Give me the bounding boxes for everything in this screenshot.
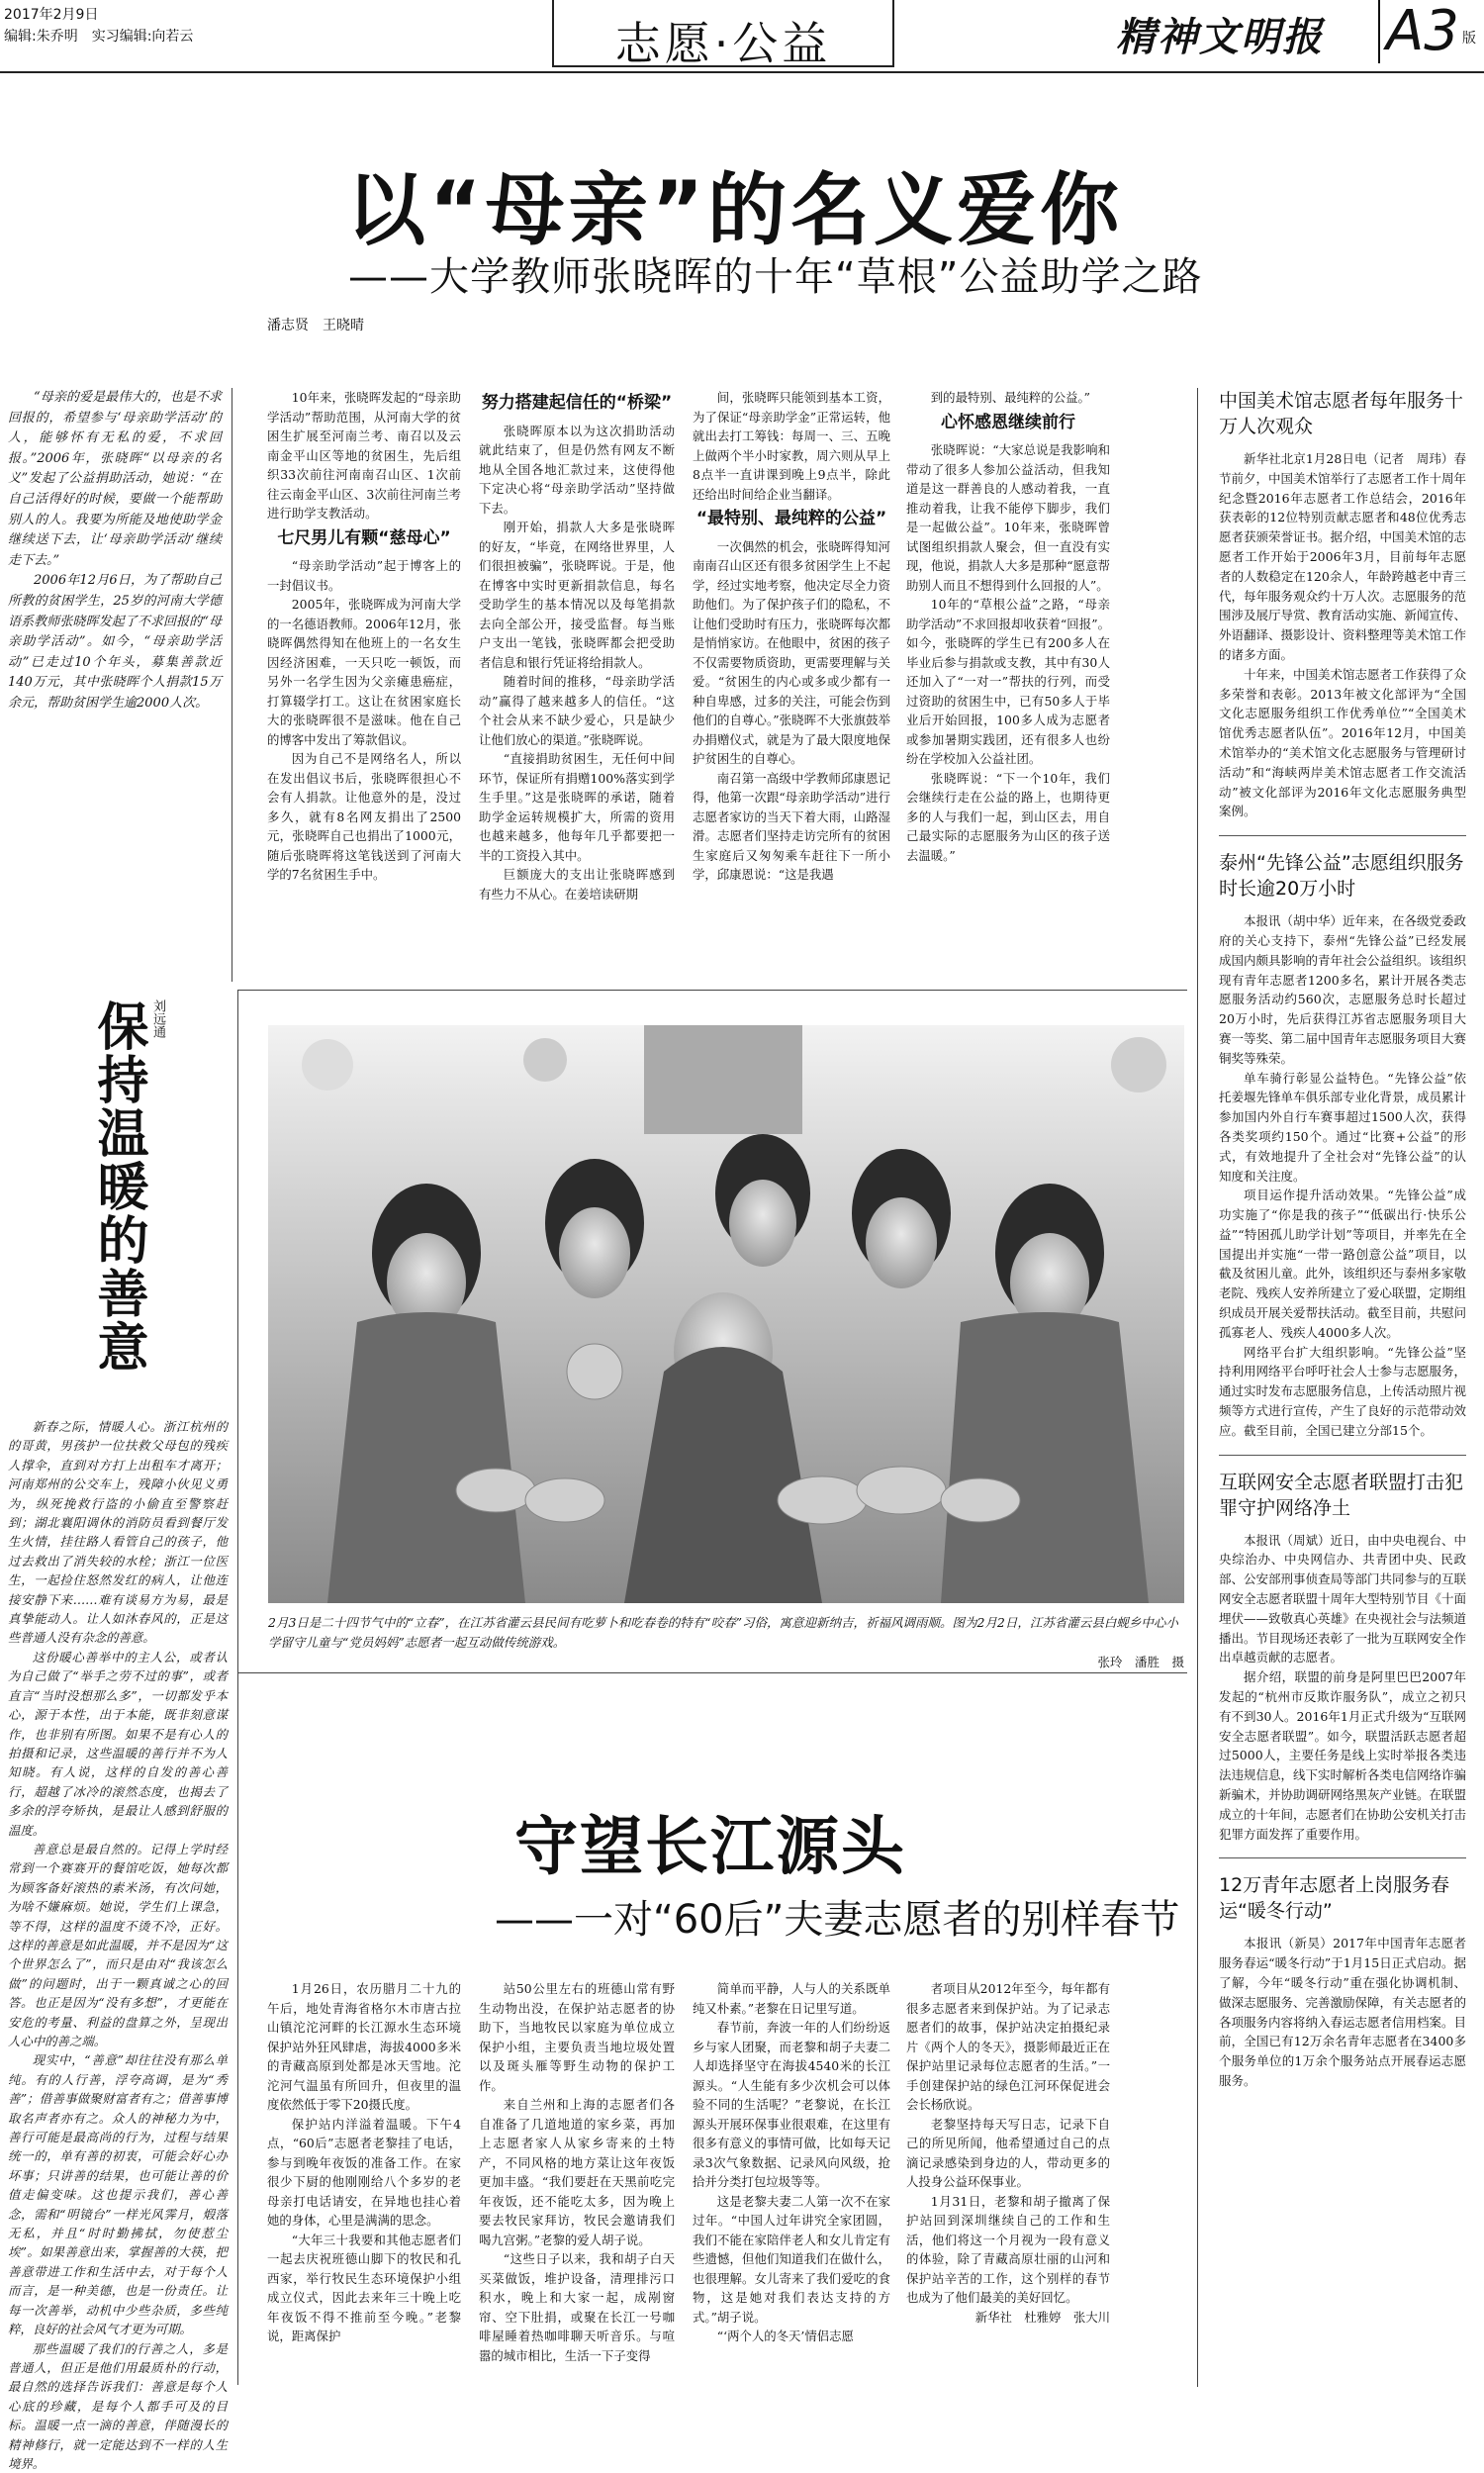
story2-column-3 — [693, 1979, 890, 2346]
paragraph: 十年来，中国美术馆志愿者工作获得了众多荣誉和表彰。2013年被文化部评为“全国文化志愿服务组织工作优秀单位”“全国美术馆优秀志愿者队伍”。2016年12月，中国美术馆举办的“美术馆文化志愿服务与管理研讨活动”和“海峡两岸美术馆志愿者工作交流活动”被文化部评为2016年文化志愿服务典型案例。 — [1219, 665, 1466, 821]
sidebar-headline: 泰州“先锋公益”志愿组织服务时长逾20万小时 — [1219, 850, 1466, 902]
story2-headline: 守望长江源头 — [514, 1796, 906, 1887]
paragraph: 简单而平静，人与人的关系既单纯又朴素。”老黎在日记里写道。 — [693, 1979, 890, 2018]
sidebar-body — [1219, 911, 1466, 1441]
lead-crosshead-1: 七尺男儿有颗“慈母心” — [267, 529, 461, 549]
news-photo — [268, 1025, 1184, 1603]
sidebar-divider — [1219, 1857, 1466, 1858]
paragraph: 据介绍，联盟的前身是阿里巴巴2007年发起的“杭州市反欺诈服务队”，成立之初只有不到30人。2016年1月正式升级为“互联网安全志愿者联盟”。如今，联盟活跃志愿者超过5000人，主要任务是线上实时举报各类违法违规信息，线下实时解析各类电信网络诈骗新骗术，并协助调研网络黑灰产业链。在联盟成立的十年间，志愿者们在协助公安机关打击犯罪方面发挥了重要作用。 — [1219, 1667, 1466, 1844]
caption-text: 2月3日是二十四节气中的“立春”，在江苏省灌云县民间有吃萝卜和吃春卷的特有“咬春”习俗，寓意迎新纳吉，祈福风调雨顺。图为2月2日，江苏省灌云县白蚬乡中心小学留守儿童与“党员妈妈”志愿者一起互动做传统游戏。 — [268, 1615, 1178, 1650]
paragraph: 1月31日，老黎和胡子撤离了保护站回到深圳继续自己的工作和生活，他们将这一个月视为一段有意义的体验，除了青藏高原壮丽的山河和保护站辛苦的工作，这个别样的春节也成为了他们最美的美好回忆。 — [906, 2192, 1110, 2308]
sidebar-body — [1219, 449, 1466, 821]
opinion-author: 刘远通 — [148, 999, 167, 1038]
paragraph: 张晓晖说：“大家总说是我影响和带动了很多人参加公益活动，但我知道是这一群善良的人感动着我，一直推动着我，让我不能停下脚步，我们是一起做公益”。10年来，张晓晖曾试图组织捐款人聚会，但一直没有实现，他说，捐款人大多是那种“愿意帮助别人而且不想得到什么回报的人”。 — [906, 440, 1110, 595]
paragraph: 本报讯（胡中华）近年来，在各级党委政府的关心支持下，泰州“先锋公益”已经发展成国内颇具影响的青年社会公益组织。该组织现有青年志愿者1200多名，累计开展各类志愿服务活动约560次，志愿服务总时长超过20万小时，先后获得江苏省志愿服务项目大赛一等奖、第二届中国青年志愿服务项目大赛铜奖等殊荣。 — [1219, 911, 1466, 1068]
paragraph: 一次偶然的机会，张晓晖得知河南南召山区还有很多贫困学生上不起学，经过实地考察，他决定尽全力资助他们。为了保护孩子们的隐私，不让他们受助时有压力，张晓晖每次都是悄悄家访。在他眼中，贫困的孩子不仅需要物质资助，更需要理解与关爱。“贫困生的内心或多或少都有一种自卑感，过多的关注，可能会伤到他们的自尊心。”张晓晖不大张旗鼓举办捐赠仪式，就是为了最大限度地保护贫困生的自尊心。 — [693, 537, 890, 769]
photo-credit: 张玲 潘胜 摄 — [268, 1653, 1184, 1672]
sidebar-divider — [1197, 388, 1198, 2387]
lead-column-4 — [693, 388, 890, 885]
page-number-suffix: 版 — [1462, 28, 1476, 48]
paragraph: 现实中，“善意”却往往没有那么单纯。有的人行善，浮夸高调，是为“秀善”；借善事做聚财富者有之；借善事博取名声者亦有之。众人的神秘力为中，善行可能是最高尚的行为，过程与结果统一的，单有善的初衷，可能会好心办坏事；只讲善的结果，也可能让善的价值走偏变味。这也提示我们，善心善念，需和“明镜台”一样光风霁月，煅落无私，并且“时时勤拂拭，勿使惹尘埃”。如果善意出来，掌握善的大筷，把善意带进工作和生活中去，对于每个人而言，是一种美德，也是一份责任。让每一次善举，动机中少些杂质，多些纯粹，良好的社会风气才更为可期。 — [8, 2050, 228, 2338]
paragraph: 到的最特别、最纯粹的公益。” — [906, 388, 1110, 408]
sidebar-item — [1219, 1470, 1466, 1845]
story2-column-1 — [267, 1979, 461, 2346]
sidebar-headline: 中国美术馆志愿者每年服务十万人次观众 — [1219, 388, 1466, 439]
paragraph: 随着时间的推移，“母亲助学活动”赢得了越来越多人的信任。“这个社会从来不缺少爱心，只是缺少让他们放心的渠道。”张晓晖说。 — [479, 672, 675, 749]
paragraph: 新华社北京1月28日电（记者 周玮）春节前夕，中国美术馆举行了志愿者工作十周年纪念暨2016年志愿者工作总结会，2016年获表彰的12位特别贡献志愿者和48位优秀志愿者获颁荣誉证书。据介绍，中国美术馆的志愿者工作开始于2006年3月，目前每年志愿者的人数稳定在120余人，年龄跨越老中青三代，每年服务观众约十万人次。志愿服务的范围涉及展厅导赏、教育活动实施、新闻宣传、外语翻译、摄影设计、资料整理等美术馆工作的诸多方面。 — [1219, 449, 1466, 665]
paragraph: 本报讯（新昊）2017年中国青年志愿者服务春运“暖冬行动”于1月15日正式启动。据了解，今年“暖冬行动”重在强化协调机制、做深志愿服务、完善激励保障，有关志愿者的各项服务内容将纳入春运志愿者信用档案。目前，全国已有12万余名青年志愿者在3400多个服务单位的1万余个服务站点开展春运志愿服务。 — [1219, 1934, 1466, 2090]
paragraph: 者项目从2012年至今，每年都有很多志愿者来到保护站。为了记录志愿者们的故事，保护站决定拍摄纪录片《两个人的冬天》，摄影师最近正在保护站里记录每位志愿者的生活。”一手创建保护站的绿色江河环保促进会会长杨欣说。 — [906, 1979, 1110, 2115]
paragraph: 10年的“草根公益”之路，“母亲助学活动”不求回报却收获着“回报”。如今，张晓晖的学生已有200多人在毕业后参与捐款或支教，其中有30人还加入了“一对一”帮扶的行列，而受过资助的贫困生中，已有50多人于毕业后开始回报，100多人成为志愿者或参加暑期实践团，还有很多人也纷纷在学校加入公益社团。 — [906, 595, 1110, 769]
sidebar-body — [1219, 1531, 1466, 1845]
paragraph: 张晓晖原本以为这次捐助活动就此结束了，但是仍然有网友不断地从全国各地汇款过来，这使得他下定决心将“母亲助学活动”坚持做下去。 — [479, 422, 675, 519]
sidebar-item — [1219, 388, 1466, 821]
paragraph: 因为自己不是网络名人，所以在发出倡议书后，张晓晖很担心不会有人捐款。让他意外的是，没过多久，就有8名网友捐出了2500元，张晓晖自己也捐出了1000元，随后张晓晖将这笔钱送到了河南大学的7名贫困生手中。 — [267, 749, 461, 885]
paragraph: 春节前，奔波一年的人们纷纷返乡与家人团聚，而老黎和胡子夫妻二人却选择坚守在海拔4540米的长江源头。“人生能有多少次机会可以体验不同的生活呢？”老黎说，在长江源头开展环保事业很艰难，在这里有很多有意义的事情可做，比如每天记录3次气象数据、记录风向风级，抢拾并分类打包垃圾等等。 — [693, 2018, 890, 2192]
story2-column-4 — [906, 1979, 1110, 2327]
sidebar-divider — [1219, 1455, 1466, 1456]
sidebar-item — [1219, 850, 1466, 1441]
section-rule — [237, 990, 1187, 991]
paragraph: “直接捐助贫困生，无任何中间环节，保证所有捐赠100%落实到学生手里。”这是张晓晖的承诺，随着助学金运转规模扩大，所需的资用也越来越多，他每年几乎都要把一半的工资投入其中。 — [479, 749, 675, 865]
lead-crosshead-2: 努力搭建起信任的“桥梁” — [479, 394, 675, 414]
paragraph: 2005年，张晓晖成为河南大学的一名德语教师。2006年12月，张晓晖偶然得知在他班上的一名女生因经济困难，一天只吃一顿饭，而另外一名学生因为父亲瘫患癌症，打算辍学打工。这让在贫困家庭长大的张晓晖很不是滋味。他在自己的博客中发出了筹款倡议。 — [267, 595, 461, 749]
sidebar-headline: 12万青年志愿者上岗服务春运“暖冬行动” — [1219, 1872, 1466, 1924]
paragraph: 善意总是最自然的。记得上学时经常到一个赛赛开的餐馆吃饭，她每次都为顾客备好滚热的素米汤，有次问她，为啥不嫌麻烦。她说，学生们上课急，等不得，这样的温度不烫不冷，正好。这样的善意是如此温暖，并不是因为“这个世界怎么了”，而只是由对“我该怎么做”的问题时，出于一颗真诚之心的回答。也正是因为“没有多想”，才更能在安危的考量、利益的盘算之外，呈现出人心中的善之端。 — [8, 1840, 228, 2050]
section-title: 志愿·公益 — [554, 8, 892, 73]
paragraph: 这是老黎夫妻二人第一次不在家过年。“中国人过年讲究全家团圆，我们不能在家陪伴老人和女儿肯定有些遗憾，但他们知道我们在做什么，也很理解。女儿寄来了我们爱吃的食物，这是她对我们表达支持的方式。”胡子说。 — [693, 2192, 890, 2328]
masthead-logo: 精神文明报 — [1116, 6, 1324, 62]
paragraph: 网络平台扩大组织影响。“先锋公益”坚持利用网络平台呼吁社会人士参与志愿服务，通过实时发布志愿服务信息，上传活动照片视频等方式进行宣传，产生了良好的示范带动效应。截至目前，全国已建立分部15个。 — [1219, 1343, 1466, 1441]
news-sidebar — [1219, 388, 1466, 2091]
paragraph: 保护站内洋溢着温暖。下午4点，“60后”志愿者老黎挂了电话，参与到晚年夜饭的准备工作。在家很少下厨的他刚刚给八个多岁的老母亲打电话请安，在异地也挂心着她的身体，心里是满满的思念。 — [267, 2115, 461, 2231]
lead-crosshead-3: “最特别、最纯粹的公益” — [693, 510, 890, 529]
opinion-body — [8, 1417, 228, 2473]
paragraph: 项目运作提升活动效果。“先锋公益”成功实施了“你是我的孩子”“低碳出行·快乐公益”“特困孤儿助学计划”等项目，并率先在全国提出并实施“一带一路创意公益”项目，以截及贫困儿童。此外，该组织还与泰州多家敬老院、残疾人安养所建立了爱心联盟，定期组织成员开展关爱帮扶活动。截至目前，共慰问孤寡老人、残疾人4000多人次。 — [1219, 1186, 1466, 1342]
lead-column-3 — [479, 388, 675, 904]
paragraph: 张晓晖说：“下一个10年，我们会继续行走在公益的路上，也期待更多的人与我们一起，到山区去，用自己最实际的志愿服务为山区的孩子送去温暖。” — [906, 769, 1110, 866]
sidebar-headline: 互联网安全志愿者联盟打击犯罪守护网络净土 — [1219, 1470, 1466, 1521]
intro-quote: “母亲的爱是最伟大的，也是不求回报的，希望参与‘母亲助学活动’的人，能够怀有无私的爱，不求回报。”2006年，张晓晖“以母亲的名义”发起了公益捐助活动，她说：“在自己活得好的时候，要做一个能帮助别人的人。我要为所能及地使助学金继续送下去，让‘母亲助学活动’继续走下去。” — [8, 388, 222, 571]
lead-column-2 — [267, 388, 461, 885]
paragraph: 1月26日，农历腊月二十九的午后，地处青海省格尔木市唐古拉山镇沱沱河畔的长江源水生态环境保护站外狂风肆虐，海拔4000多米的青藏高原到处都是冰天雪地。沱沱河气温虽有所回升，但夜里的温度依然低于零下20摄氏度。 — [267, 1979, 461, 2115]
paragraph: 站50公里左右的班德山常有野生动物出没，在保护站志愿者的协助下，当地牧民以家庭为单位成立保护小组，主要负责当地垃圾处置以及斑头雁等野生动物的保护工作。 — [479, 1979, 675, 2095]
paragraph: 新春之际，情暖人心。浙江杭州的的哥黄，男孩护一位扶救父母包的残疾人撑伞，直到对方打上出租车才离开；河南郑州的公交车上，残障小伙见义勇为，纵死挽救行盗的小偷直至警察赶到；湖北襄阳调休的消防员看到餐厅发生火情，挂往路人看管自己的孩子，他过去救出了消失较的水栓；浙江一位医生，一起捡住怒然发红的病人，让他连接安静下来……难有谈易方为易，最是真挚能动人。让人如沐春风的，正是这些普通人没有杂念的善意。 — [8, 1417, 228, 1648]
section-rule — [237, 1672, 1187, 1673]
paragraph: 老黎坚持每天写日志，记录下自己的所见所闻，他希望通过自己的点滴记录感染到身边的人，带动更多的人投身公益环保事业。 — [906, 2115, 1110, 2192]
sidebar-body — [1219, 1934, 1466, 2090]
paragraph: 那些温暖了我们的行善之人，多是普通人，但正是他们用最质朴的行动，最自然的选择告诉我们：善意是每个人心底的珍藏，是每个人都手可及的目标。温暖一点一滴的善意，伴随漫长的精神修行，就一定能达到不一样的人生境界。 — [8, 2339, 228, 2473]
lead-intro — [8, 388, 222, 714]
lead-headline: 以“母亲”的名义爱你 — [346, 146, 1123, 260]
paragraph: 间，张晓晖只能领到基本工资，为了保证“母亲助学金”正常运转，他就出去打工筹钱：每周一、三、五晚上做两个半小时家教，周六则从早上8点半一直讲课到晚上9点半，除此还给出时间给企业当翻译。 — [693, 388, 890, 504]
paragraph: 10年来，张晓晖发起的“母亲助学活动”帮助范围，从河南大学的贫困生扩展至河南兰考、南召以及云南金平山区等地的贫困生，先后组织33次前往河南南召山区、1次前往云南金平山区、3次前往河南兰考进行助学支教活动。 — [267, 388, 461, 523]
paragraph: 巨额庞大的支出让张晓晖感到有些力不从心。在姜培读研期 — [479, 865, 675, 904]
sidebar-item — [1219, 1872, 1466, 2090]
paragraph: 本报讯（周斌）近日，由中央电视台、中央综治办、中央网信办、共青团中央、民政部、公安部刑事侦查局等部门共同参与的互联网安全志愿者联盟十周年大型特别节目《十面埋伏——致敬真心英雄》在央视社会与法频道播出。节目现场还表彰了一批为互联网安全作出卓越贡献的志愿者。 — [1219, 1531, 1466, 1668]
paragraph: 单车骑行彰显公益特色。“先锋公益”依托姜堰先锋单车俱乐部专业化背景，成员累计参加国内外自行车赛事超过1500人次，获得各类奖项约150个。通过“比赛+公益”的形式，有效地提升了全社会对“先锋公益”的认知度和关注度。 — [1219, 1069, 1466, 1187]
paragraph: “大年三十我要和其他志愿者们一起去庆祝班德山脚下的牧民和孔西家，举行牧民生态环境保护小组成立仪式，因此去来年三十晚上吃年夜饭不得不推前至今晚。”老黎说，距离保护 — [267, 2231, 461, 2346]
paragraph: “这些日子以来，我和胡子白天买菜做饭，堆护设备，清理排污口积水，晚上和大家一起，成剐窗帘、空下肚捐，或聚在长江一号咖啡屋睡着热咖啡聊天听音乐。与喧嚣的城市相比，生活一下子变得 — [479, 2249, 675, 2365]
photo-illustration — [268, 1025, 1184, 1603]
lead-column-5 — [906, 388, 1110, 865]
paragraph: 来自兰州和上海的志愿者们各自准备了几道地道的家乡菜，再加上志愿者家人从家乡寄来的土特产，不同风格的地方菜让这年夜饭更加丰盛。“我们要赶在天黑前吃完年夜饭，还不能吃太多，因为晚上要去牧民家拜访，牧民会邀请我们喝九宫粥。”老黎的爱人胡子说。 — [479, 2095, 675, 2249]
story2-column-2 — [479, 1979, 675, 2365]
section-tab — [552, 0, 894, 67]
editor-line: 编辑:朱乔明 实习编辑:向若云 — [4, 26, 193, 48]
paragraph: 南召第一高级中学教师邱康恩记得，他第一次跟“母亲助学活动”进行志愿者家访的当天下着大雨，山路湿滑。志愿者们坚持走访完所有的贫困生家庭后又匆匆乘车赶往下一所小学，邱康恩说：“这是我遇 — [693, 769, 890, 885]
intro-summary: 2006年12月6日，为了帮助自己所教的贫困学生，25岁的河南大学德语系教师张晓晖发起了不求回报的“母亲助学活动”。如今，“母亲助学活动”已走过10个年头，募集善款近140万元，其中张晓晖个人捐款15万余元，帮助贫困学生逾2000人次。 — [8, 571, 222, 713]
paragraph: 这份暖心善举中的主人公，或者认为自己做了“举手之劳不过的事”，或者直言“当时没想那么多”，一切都发乎本心，源于本性，出于本能，既非刻意谋作，也非别有所图。如果不是有心人的拍摄和记录，这些温暖的善行并不为人知晓。有人说，这样的自发的善心善行，超越了冰冷的滚然态度，也揭去了多余的浮夸矫执，是最让人感到舒服的温度。 — [8, 1648, 228, 1840]
paragraph: “‘两个人的冬天’情侣志愿 — [693, 2327, 890, 2346]
lead-subheadline: ——大学教师张晓晖的十年“草根”公益助学之路 — [348, 245, 1202, 302]
sidebar-divider — [1219, 835, 1466, 836]
story2-subheadline: ——一对“60后”夫妻志愿者的别样春节 — [495, 1888, 1179, 1945]
issue-date: 2017年2月9日 — [4, 4, 193, 26]
paragraph: “母亲助学活动”起于博客上的一封倡议书。 — [267, 556, 461, 595]
lead-byline: 潘志贤 王晓晴 — [267, 315, 364, 334]
photo-caption — [268, 1613, 1184, 1672]
paragraph: 刚开始，捐款人大多是张晓晖的好友，“毕竟，在网络世界里，人们很担被骗”，张晓晖说。于是，他在博客中实时更新捐款信息，每名受助学生的基本情况以及每笔捐款去向全部公开，接受监督。每当账户支出一笔钱，张晓晖都会把受助者信息和银行凭证将给捐款人。 — [479, 518, 675, 672]
story2-credit: 新华社 杜雅婷 张大川 — [906, 2308, 1110, 2328]
header-rule — [0, 71, 1484, 73]
opinion-headline: 保持温暖的善意 — [87, 999, 146, 1374]
page-date — [4, 4, 193, 48]
page-number: A3 — [1378, 0, 1459, 63]
column-divider — [237, 990, 238, 2385]
lead-crosshead-4: 心怀感恩继续前行 — [906, 414, 1110, 433]
